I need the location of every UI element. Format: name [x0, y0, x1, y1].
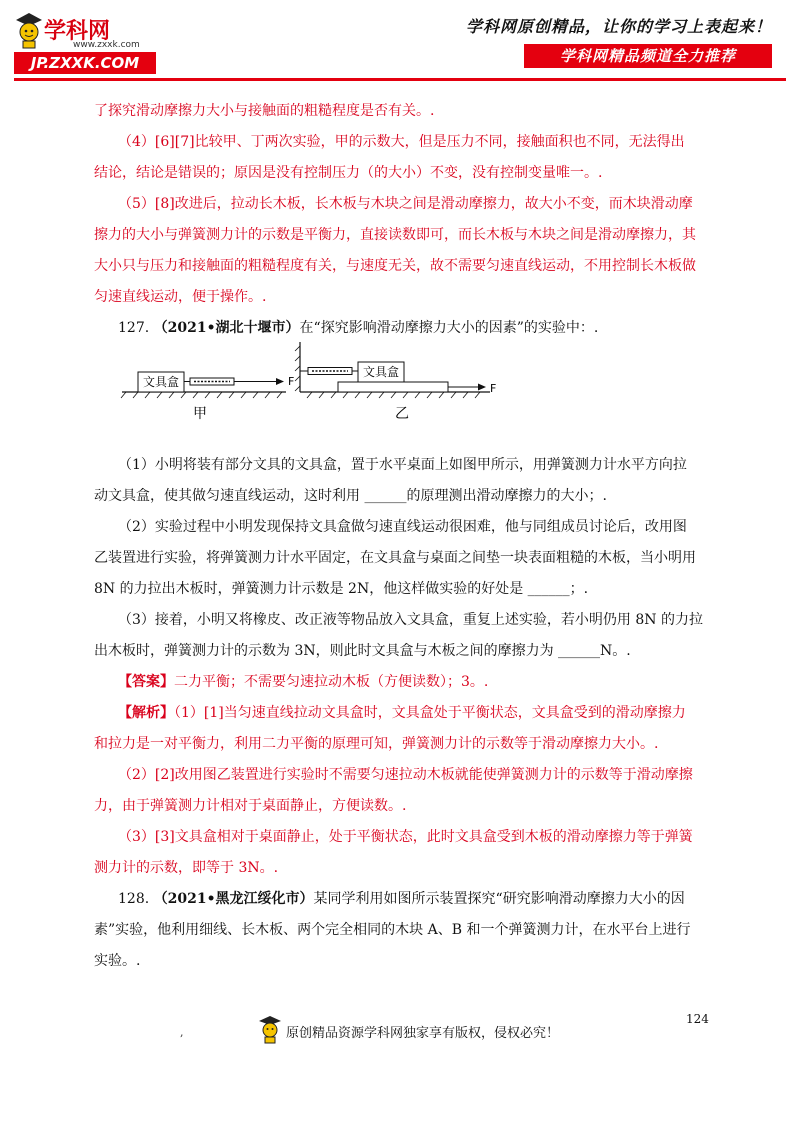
sub-question-3: （3）接着，小明又将橡皮、改正液等物品放入文具盒，重复上述实验，若小明仍用 8N 的力拉 — [118, 612, 703, 628]
question-128-title — [118, 884, 718, 915]
question-stem: 某同学利用如图所示装置探究“研究影响滑动摩擦力大小的因 — [313, 891, 685, 907]
page-number: 124 — [686, 1012, 709, 1026]
text-line: 出木板时，弹簧测力计的示数为 3N，则此时文具盒与木板之间的摩擦力为 ______N。. — [94, 643, 631, 659]
answer-line — [118, 667, 718, 698]
box-label-yi: 文具盒 — [362, 365, 400, 379]
question-source: （2021•湖北十堰市） — [153, 320, 300, 336]
text-line: 动文具盒，使其做匀速直线运动，这时利用 ______的原理测出滑动摩擦力的大小；. — [94, 488, 607, 504]
question-source: （2021•黑龙江绥化市） — [153, 891, 314, 907]
answer-text: 二力平衡；不需要匀速拉动木板（方便读数）；3。. — [174, 674, 489, 690]
text-line: 匀速直线运动，便于操作。. — [94, 289, 267, 305]
mascot-footer-icon — [258, 1014, 282, 1044]
caption-jia: 甲 — [193, 406, 207, 422]
analysis-line — [118, 698, 718, 729]
analysis-text: （1）[1]当匀速直线拉动文具盒时，文具盒处于平衡状态，文具盒受到的滑动摩擦力 — [174, 705, 686, 721]
answer-label: 【答案】 — [118, 674, 174, 690]
sub-question-1: （1）小明将装有部分文具的文具盒，置于水平桌面上如图甲所示，用弹簧测力计水平方向拉 — [118, 457, 687, 473]
force-label-yi: F — [490, 382, 497, 395]
header-slogan: 学科网原创精品，让你的学习上表起来！ — [465, 17, 772, 36]
text-line: 乙装置进行实验，将弹簧测力计水平固定，在文具盒与桌面之间垫一块表面粗糙的木板，当小明用 — [94, 550, 696, 566]
text-line: 力，由于弹簧测力计相对于桌面静止，方便读数。. — [94, 798, 407, 814]
box-label-jia: 文具盒 — [142, 375, 180, 389]
text-line: 素”实验，他利用细线、长木板、两个完全相同的木块 A、B 和一个弹簧测力计，在水平台上进行 — [94, 922, 691, 938]
text-line: 大小只与压力和接触面的粗糙程度有关，与速度无关，故不需要匀速直线运动，不用控制长木板做 — [94, 258, 696, 274]
text-line: 8N 的力拉出木板时，弹簧测力计示数是 2N，他这样做实验的好处是 ______；. — [94, 581, 589, 597]
question-number: 127. — [118, 320, 150, 336]
force-label-jia: F — [288, 375, 295, 388]
figure-yi — [295, 342, 496, 422]
logo-url-badge: JP.ZXXK.COM — [14, 52, 156, 74]
figure-jia — [121, 372, 294, 422]
text-line: 和拉力是一对平衡力，利用二力平衡的原理可知，弹簧测力计的示数等于滑动摩擦力大小。. — [94, 736, 659, 752]
question-stem: 在“探究影响滑动摩擦力大小的因素”的实验中：. — [299, 320, 599, 336]
header-divider — [14, 78, 786, 81]
footer-copyright: 原创精品资源学科网独家享有版权，侵权必究！ — [286, 1026, 560, 1041]
analysis-label: 【解析】 — [118, 705, 174, 721]
text-line: 了探究滑动摩擦力大小与接触面的粗糙程度是否有关。. — [94, 103, 435, 119]
caption-yi: 乙 — [395, 406, 409, 422]
text-line: （2）[2]改用图乙装置进行实验时不需要匀速拉动木板就能使弹簧测力计的示数等于滑动摩擦 — [118, 767, 693, 783]
logo-text: 学科网 — [44, 19, 111, 44]
text-line: 实验。. — [94, 953, 141, 969]
question-number: 128. — [118, 891, 150, 907]
text-line: 结论，结论是错误的；原因是没有控制压力（的大小）不变，没有控制变量唯一。. — [94, 165, 603, 181]
text-line: （3）[3]文具盒相对于桌面静止，处于平衡状态，此时文具盒受到木板的滑动摩擦力等于弹簧 — [118, 829, 693, 845]
page-header — [0, 0, 800, 90]
sub-question-2: （2）实验过程中小明发现保持文具盒做匀速直线运动很困难，他与同组成员讨论后，改用图 — [118, 519, 687, 535]
mascot-logo-icon — [14, 10, 44, 50]
text-line: 擦力的大小与弹簧测力计的示数是平衡力，直接读数即可，而长木板与木块之间是滑动摩擦力，其 — [94, 227, 696, 243]
text-line: （5）[8]改进后，拉动长木板，长木板与木块之间是滑动摩擦力，故大小不变，而木块滑动摩 — [118, 196, 693, 212]
text-line: （4）[6][7]比较甲、丁两次实验，甲的示数大，但是压力不同，接触面积也不同，无法得出 — [118, 134, 685, 150]
footer-mark: , — [180, 1026, 184, 1039]
experiment-figure — [118, 338, 508, 424]
header-banner: 学科网精品频道全力推荐 — [524, 44, 772, 68]
logo-subtext: www.zxxk.com — [73, 40, 140, 50]
text-line: 测力计的示数，即等于 3N。. — [94, 860, 279, 876]
